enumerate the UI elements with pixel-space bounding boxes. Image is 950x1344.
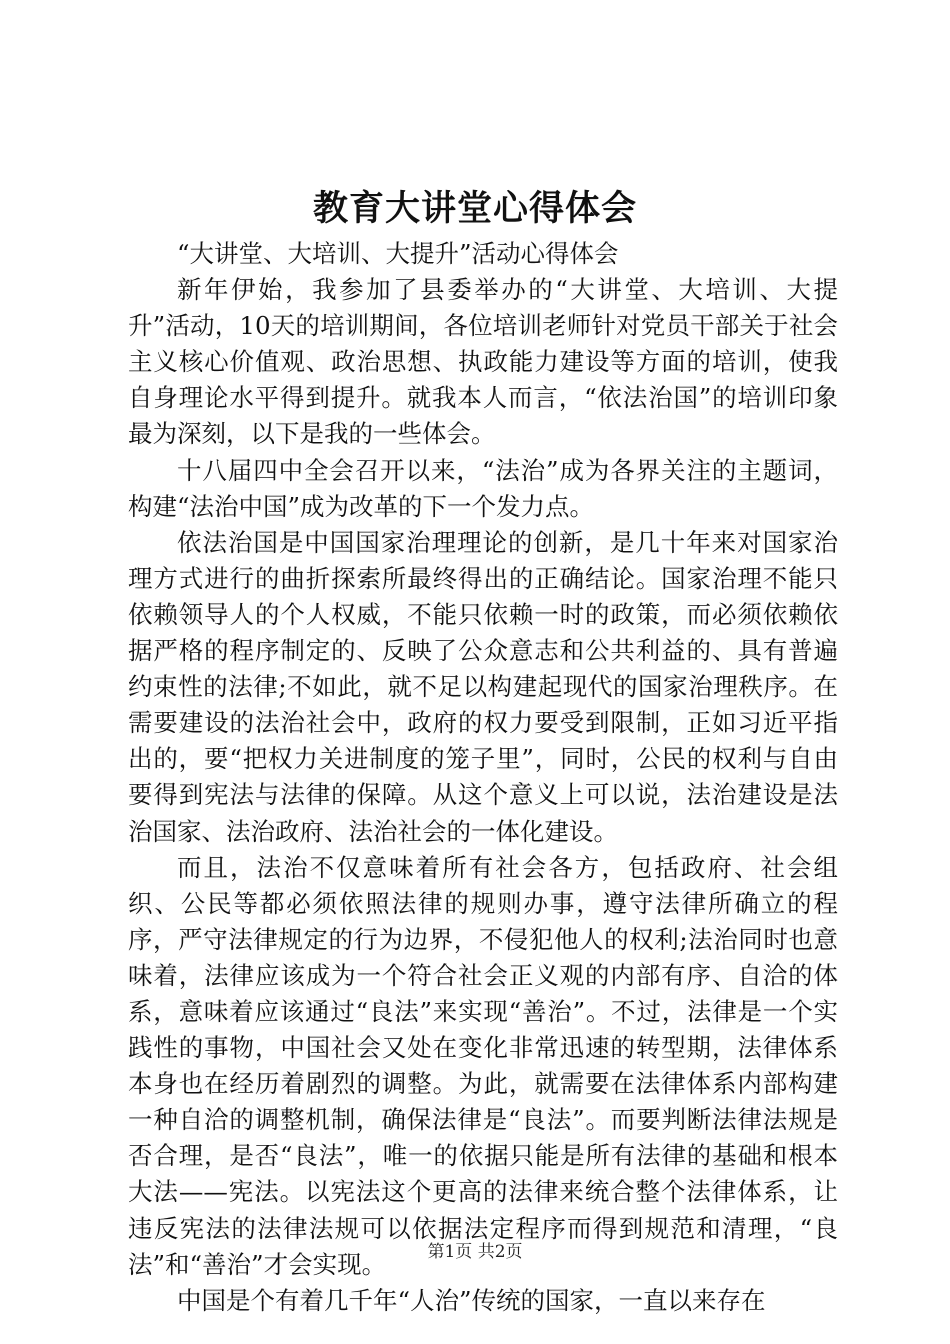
- paragraph-subtitle: “大讲堂、大培训、大提升”活动心得体会: [177, 239, 619, 268]
- paragraph: 中国是个有着几千年“人治”传统的国家，一直以来存在: [177, 1285, 766, 1315]
- paragraph: 十八届四中全会召开以来，“法治”成为各界关注的主题词，构建“法治中国”成为改革的下一个发力点。: [128, 455, 838, 521]
- page-number-footer: 第1页 共2页: [427, 1242, 523, 1262]
- paragraph: 依法治国是中国国家治理理论的创新，是几十年来对国家治理方式进行的曲折探索所最终得出的正确结论。国家治理不能只依赖领导人的个人权威，不能只依赖一时的政策，而必须依赖依据严格的程序制定的、反映了公众意志和公共利益的、具有普遍约束性的法律;不如此，就不足以构建起现代的国家治理秩序。在需要建设的法治社会中，政府的权力要受到限制，正如习近平指出的，要“把权力关进制度的笼子里”，同时，公民的权利与自由要得到宪法与法律的保障。从这个意义上可以说，法治建设是法治国家、法治政府、法治社会的一体化建设。: [128, 527, 838, 846]
- document-title: 教育大讲堂心得体会: [312, 188, 637, 229]
- paragraph: 而且，法治不仅意味着所有社会各方，包括政府、社会组织、公民等都必须依照法律的规则办事，遵守法律所确立的程序，严守法律规定的行为边界，不侵犯他人的权利;法治同时也意味着，法律应该成为一个符合社会正义观的内部有序、自洽的体系，意味着应该通过“良法”来实现“善治”。不过，法律是一个实践性的事物，中国社会又处在变化非常迅速的转型期，法律体系本身也在经历着剧烈的调整。为此，就需要在法律体系内部构建一种自洽的调整机制，确保法律是“良法”。而要判断法律法规是否合理，是否“良法”，唯一的依据只能是所有法律的基础和根本大法——宪法。以宪法这个更高的法律来统合整个法律体系，让违反宪法的法律法规可以依据法定程序而得到规范和清理，“良法”和“善治”才会实现。: [128, 852, 838, 1279]
- document-body: [128, 236, 838, 1319]
- paragraph: 新年伊始，我参加了县委举办的“大讲堂、大培训、大提升”活动，10天的培训期间，各位培训老师针对党员干部关于社会主义核心价值观、政治思想、执政能力建设等方面的培训，使我自身理论水平得到提升。就我本人而言，“依法治国”的培训印象最为深刻，以下是我的一些体会。: [128, 275, 838, 449]
